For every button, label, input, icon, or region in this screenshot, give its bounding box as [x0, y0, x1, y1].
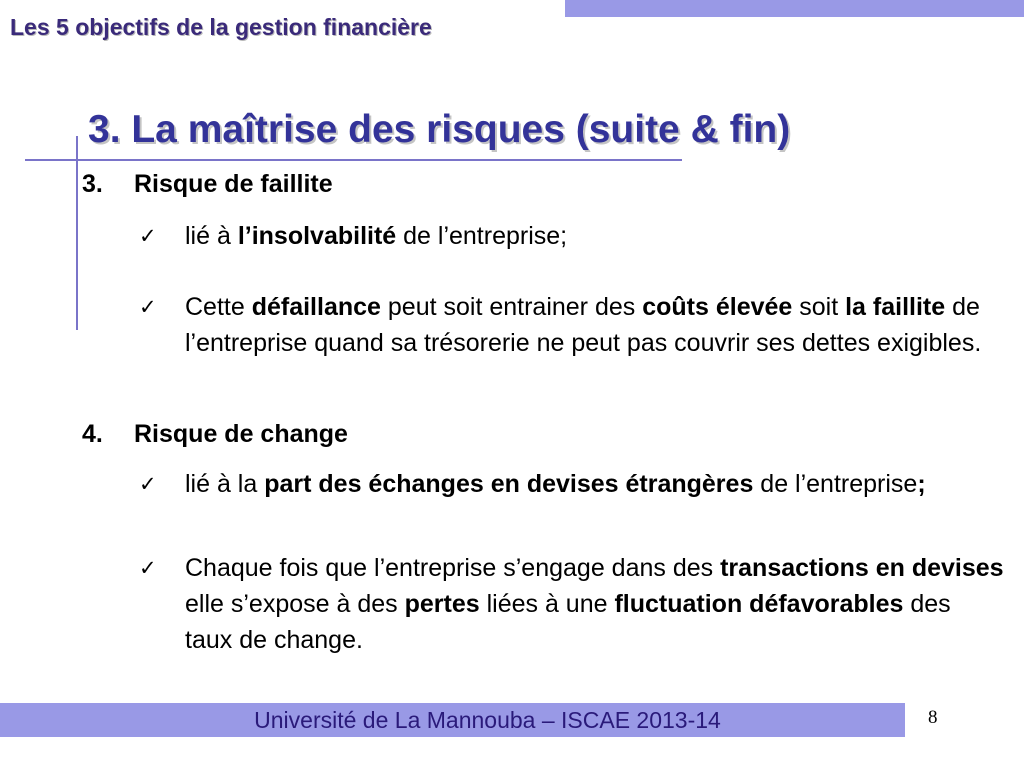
item-title: Risque de change [134, 420, 348, 448]
top-accent-bar [565, 0, 1024, 17]
checkmark-icon: ✓ [139, 472, 157, 496]
checkmark-icon: ✓ [139, 295, 157, 319]
item-title: Risque de faillite [134, 170, 333, 198]
bullet-text: Chaque fois que l’entreprise s’engage dans des transactions en devises elle s’expose à des pertes liées à une fluctuation défavorables des taux de change. [185, 554, 1004, 654]
page-number: 8 [928, 707, 938, 728]
item-number: 4. [82, 420, 103, 448]
item-number: 3. [82, 170, 103, 198]
checkmark-icon: ✓ [139, 556, 157, 580]
list-item-faillite [82, 170, 333, 199]
bullet-text: lié à la part des échanges en devises étrangères de l’entreprise; [185, 470, 926, 498]
bullet-part-echanges [139, 466, 1004, 502]
bullet-text: lié à l’insolvabilité de l’entreprise; [185, 222, 568, 250]
bullet-defaillance [139, 289, 1004, 361]
list-item-change [82, 420, 348, 449]
section-header: Les 5 objectifs de la gestion financière [10, 14, 432, 40]
vertical-rule [76, 136, 78, 330]
checkmark-icon: ✓ [139, 224, 157, 248]
slide-title: 3. La maîtrise des risques (suite & fin) [88, 108, 791, 151]
footer-text: Université de La Mannouba – ISCAE 2013-14 [254, 707, 721, 733]
bullet-text: Cette défaillance peut soit entrainer des coûts élevée soit la faillite de l’entreprise quand sa trésorerie ne peut pas couvrir ses dettes exigibles. [185, 293, 982, 357]
bullet-insolvabilite [139, 218, 1004, 254]
bullet-transactions [139, 550, 1004, 658]
horizontal-rule [25, 159, 682, 161]
